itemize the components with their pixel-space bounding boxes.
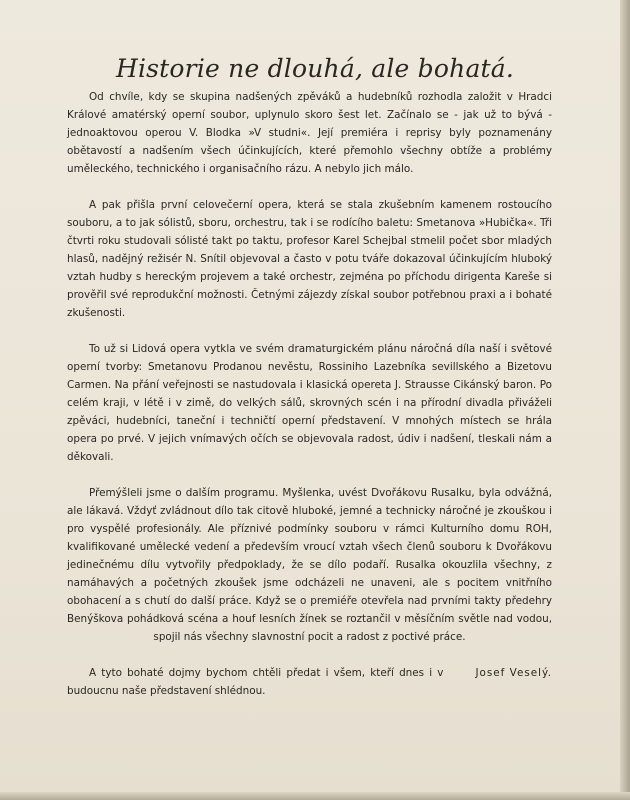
paragraph-2: A pak přišla první celovečerní opera, která se stala zkušebním kamenem rostoucího souboru, a to jak sólistů, sboru, orchestru, tak i se rodícího baletu: Smetanova »Hubička«. Tři čtvrti roku studovali sólisté takt po taktu, profesor Karel Schejbal stmelil počet sbor mladých hlasů, nadějný režisér N. Snítil objevoval a často v potu tváře dokazoval účinkujícím hluboký vztah hudby s hereckým projevem a také orchestr, zejména po příchodu dirigenta Kareše si prověřil své reprodukční možnosti. Četnými zájezdy získal soubor potřebnou praxi a i bohaté zkušenosti.: [67, 199, 552, 319]
page-edge-right: [620, 0, 630, 800]
signature: Josef Veselý.: [475, 667, 552, 679]
paragraph-3: To už si Lidová opera vytkla ve svém dramaturgickém plánu náročná díla naší i světové operní tvorby: Smetanovu Prodanou nevěstu, Rossiniho Lazebníka sevillského a Bizetovu Carmen. Na přání veřejnosti se nastudovala i klasická opereta J. Strausse Cikánský baron. Po celém kraji, v létě i v zimě, do velkých sálů, skrovných scén i na přírodní divadla přiváželi zpěváci, hudebníci, taneční i techničtí operní představení. V mnohých místech se hrála opera po prvé. V jejich vnímavých očích se objevovala radost, údiv i nadšení, tleskali nám a děkovali.: [67, 343, 552, 463]
page-edge-bottom: [0, 792, 630, 800]
paragraph-1: Od chvíle, kdy se skupina nadšených zpěváků a hudebníků rozhodla založit v Hradci Králové amatérský operní soubor, uplynulo skoro šest let. Začínalo se - jak už to bývá - jednoaktovou operou V. Blodka »V studni«. Její premiéra i reprisy byly poznamenány obětavostí a nadšením všech účinkujících, které přemohlo všechny obtíže a problémy uměleckého, technického i organisačního rázu. A nebylo jich málo.: [67, 91, 552, 175]
page-title: Historie ne dlouhá, ale bohatá.: [115, 54, 515, 83]
paragraph-4: Přemýšleli jsme o dalším programu. Myšlenka, uvést Dvořákovu Rusalku, byla odvážná, ale lákavá. Vždyť zvládnout dílo tak citově hluboké, jemné a technicky náročné je zkouškou i pro vyspělé profesionály. Ale příznivé podmínky souboru v rámci Kulturního domu ROH, kvalifikované umělecké vedení a především vroucí vztah všech členů souboru k Dvořákovu jedinečnému dílu vytvořily předpoklady, že se dílo podaří. Rusalka okouzlila všechny, z namáhavých a početných zkoušek jsme odcházeli ne unaveni, ale s pocitem vnitřního obohacení a s chutí do další práce. Když se o premiéře otevřela nad prvními takty předehry Benýškova pohádková scéna a houf lesních žínek se roztančil v měsíčním světle nad vodou, spojil nás všechny slavnostní pocit a radost z poctivé práce.: [67, 487, 552, 643]
paragraph-5-text: A tyto bohaté dojmy bychom chtěli předat i všem, kteří dnes i v budoucnu naše představení shlédnou.: [67, 667, 444, 697]
article-body: [67, 88, 552, 700]
paragraph-5: [67, 664, 552, 700]
